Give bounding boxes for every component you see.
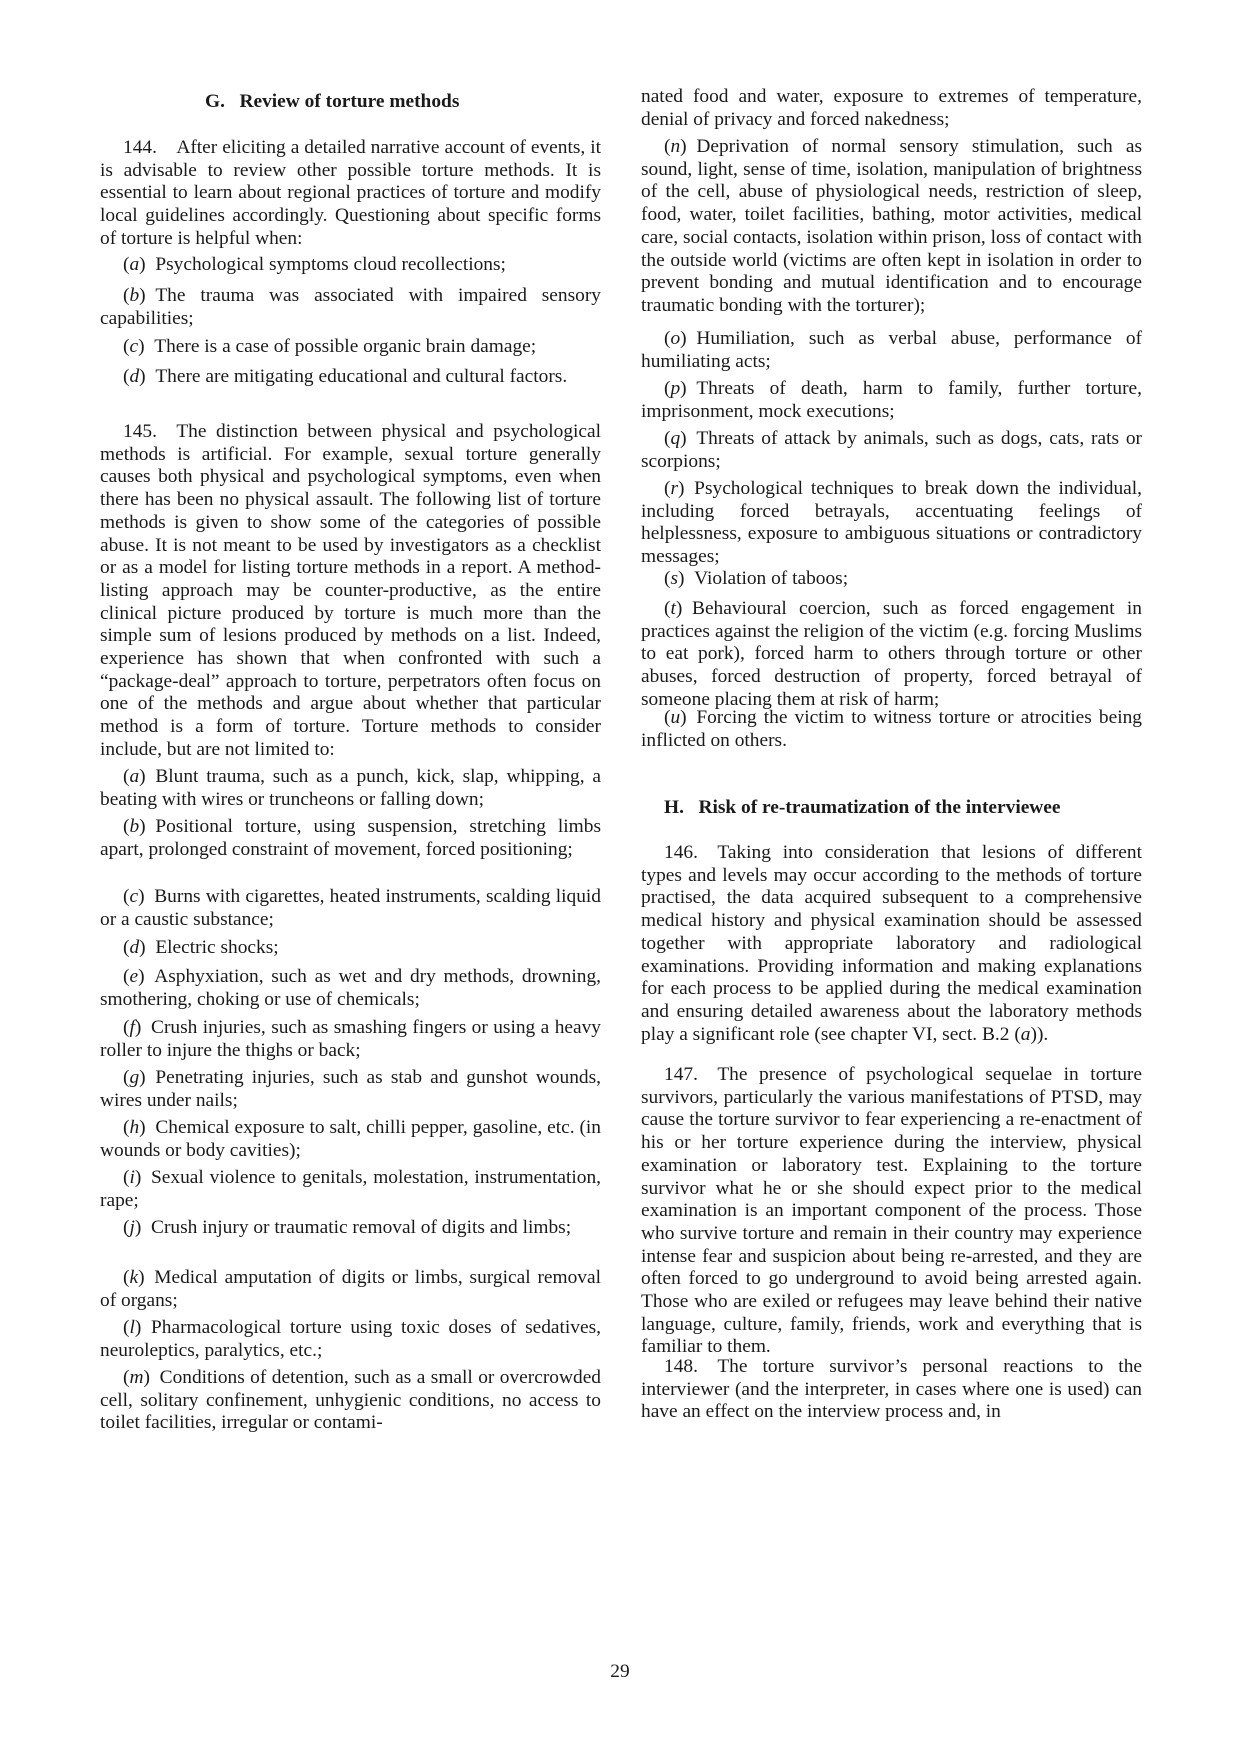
list-item-letter: k [129,1267,139,1288]
list-item-letter: m [129,1367,144,1388]
list-item-text: Threats of attack by animals, such as dogs, cats, rats or scorpions; [641,428,1142,472]
list-item-letter: t [670,598,676,619]
list-item: (b) Positional torture, using suspension, stretching limbs apart, prolonged constraint of movement, forced positioning; [100,816,601,860]
list-item: (q) Threats of attack by animals, such as dogs, cats, rats or scorpions; [641,428,1142,472]
list-item: (a) Blunt trauma, such as a punch, kick, slap, whipping, a beating with wires or truncheons or falling down; [100,766,601,810]
list-item: (r) Psychological techniques to break down the individual, including forced betrayals, accentuating feelings of helplessness, exposure to ambiguous situations or contradictory messages; [641,478,1142,568]
list-item-letter: h [129,1117,140,1138]
list-item: (f) Crush injuries, such as smashing fingers or using a heavy roller to injure the thighs or back; [100,1017,601,1061]
list-item-text: Medical amputation of digits or limbs, surgical removal of organs; [100,1267,601,1311]
list-item: (c) Burns with cigarettes, heated instruments, scalding liquid or a caustic substance; [100,886,601,930]
paragraph-146: 146. Taking into consideration that lesions of different types and levels may occur according to the methods of torture practised, the data acquired subsequent to a comprehensive medical history and physical examination should be assessed together with appropriate laboratory and radiological examinations. Providing information and making explanations for each process to be applied during the medical examination and ensuring detailed awareness about the laboratory methods play a significant role (see chapter VI, sect. B.2 (a)). [641,842,1142,1045]
list-item-letter: j [129,1217,135,1238]
list-item-letter: d [129,366,140,387]
list-item-letter: o [670,328,681,349]
list-item-text: Conditions of detention, such as a small or overcrowded cell, solitary confinement, unhygienic conditions, no access to toilet facilities, irregular or contami- [100,1367,601,1434]
list-item: (j) Crush injury or traumatic removal of digits and limbs; [123,1217,572,1238]
list-item-text: Electric shocks; [155,937,279,958]
list-item-text: Positional torture, using suspension, stretching limbs apart, prolonged constraint of movement, forced positioning; [100,816,601,860]
list-item-text: Behavioural coercion, such as forced engagement in practices against the religion of the victim (e.g. forcing Muslims to eat pork), forced harm to others through torture or other abuses, forced destruction of property, forced betrayal of someone placing them at risk of harm; [641,598,1142,710]
list-item: (d) Electric shocks; [123,937,279,958]
list-item-letter: g [129,1067,140,1088]
list-item: (o) Humiliation, such as verbal abuse, performance of humiliating acts; [641,328,1142,372]
list-item-text: Penetrating injuries, such as stab and gunshot wounds, wires under nails; [100,1067,601,1111]
list-item-text: Psychological techniques to break down the individual, including forced betrayals, accentuating feelings of helplessness, exposure to ambiguous situations or contradictory messages; [641,478,1142,568]
list-item: (d) There are mitigating educational and cultural factors. [123,366,568,387]
list-item-text: There are mitigating educational and cultural factors. [155,366,568,387]
section-letter: H. [664,797,684,818]
list-item-letter: b [129,816,140,837]
list-item-text: Chemical exposure to salt, chilli pepper, gasoline, etc. (in wounds or body cavities); [100,1117,601,1161]
list-item-text: Deprivation of normal sensory stimulation, such as sound, light, sense of time, isolation, manipulation of brightness of the cell, abuse of physiological needs, restriction of sleep, food, water, toilet facilities, bathing, motor activities, medical care, social contacts, isolation within prison, loss of contact with the outside world (victims are often kept in isolation in order to prevent bonding and mutual identification and to encourage traumatic bonding with the torturer); [641,136,1142,316]
list-item: (l) Pharmacological torture using toxic doses of sedatives, neuroleptics, paralytics, etc.; [100,1317,601,1361]
list-item: (p) Threats of death, harm to family, further torture, imprisonment, mock executions; [641,378,1142,422]
list-item-letter: l [129,1317,135,1338]
list-item-text: Psychological symptoms cloud recollections; [155,254,506,275]
list-item-text: Humiliation, such as verbal abuse, performance of humiliating acts; [641,328,1142,372]
list-item-text: The trauma was associated with impaired sensory capabilities; [100,285,601,329]
list-item: (c) There is a case of possible organic brain damage; [123,336,537,357]
list-item: (m) Conditions of detention, such as a small or overcrowded cell, solitary confinement, unhygienic conditions, no access to toilet facilities, irregular or contami- [100,1367,601,1434]
list-item-text: Burns with cigarettes, heated instruments, scalding liquid or a caustic substance; [100,886,601,930]
list-item-text: Threats of death, harm to family, further torture, imprisonment, mock executions; [641,378,1142,422]
section-heading-h [664,796,1061,819]
list-item-text: Sexual violence to genitals, molestation, instrumentation, rape; [100,1167,601,1211]
section-title: Review of torture methods [239,91,460,112]
list-item-m-continued: nated food and water, exposure to extremes of temperature, denial of privacy and forced nakedness; [641,86,1142,130]
list-item-letter: e [129,966,139,987]
list-item: (b) The trauma was associated with impaired sensory capabilities; [100,285,601,329]
list-item-letter: c [129,336,139,357]
list-item-text: Asphyxiation, such as wet and dry methods, drowning, smothering, choking or use of chemicals; [100,966,601,1010]
list-item: (s) Violation of taboos; [664,568,849,589]
list-item-letter: i [129,1167,135,1188]
list-item-letter: d [129,937,140,958]
paragraph-145: 145. The distinction between physical and psychological methods is artificial. For example, sexual torture generally causes both physical and psychological symptoms, even when there has been no physical assault. The following list of torture methods is given to show some of the categories of possible abuse. It is not meant to be used by investigators as a checklist or as a model for listing torture methods in a report. A method-listing approach may be counter-productive, as the entire clinical picture produced by torture is much more than the simple sum of lesions produced by methods on a list. Indeed, experience has shown that when confronted with such a “package-deal” approach to torture, perpetrators often focus on one of the methods and argue about whether that particular method is a form of torture. Torture methods to consider include, but are not limited to: [100,421,601,760]
list-item-letter: s [670,568,679,589]
list-item-letter: b [129,285,140,306]
paragraph-147: 147. The presence of psychological sequelae in torture survivors, particularly the various manifestations of PTSD, may cause the torture survivor to fear experiencing a re-enactment of his or her torture experience during the interview, physical examination or laboratory test. Explaining to the torture survivor what he or she should expect prior to the medical examination is an important component of the process. Those who survive torture and remain in their country may experience intense fear and suspicion about being re-arrested, and they are often forced to go underground to avoid being arrested again. Those who are exiled or refugees may leave behind their native language, culture, family, friends, work and everything that is familiar to them. [641,1064,1142,1358]
list-item-letter: a [129,254,140,275]
list-item: (h) Chemical exposure to salt, chilli pepper, gasoline, etc. (in wounds or body cavities); [100,1117,601,1161]
list-item: (i) Sexual violence to genitals, molestation, instrumentation, rape; [100,1167,601,1211]
list-item-letter: q [670,428,681,449]
list-item-letter: a [129,766,140,787]
paragraph-148: 148. The torture survivor’s personal reactions to the interviewer (and the interpreter, in cases where one is used) can have an effect on the interview process and, in [641,1356,1142,1423]
section-letter: G. [205,91,225,112]
section-title: Risk of re-traumatization of the interviewee [698,797,1061,818]
list-item-text: Violation of taboos; [694,568,849,589]
list-item: (n) Deprivation of normal sensory stimulation, such as sound, light, sense of time, isolation, manipulation of brightness of the cell, abuse of physiological needs, restriction of sleep, food, water, toilet facilities, bathing, motor activities, medical care, social contacts, isolation within prison, loss of contact with the outside world (victims are often kept in isolation in order to prevent bonding and mutual identification and to encourage traumatic bonding with the torturer); [641,136,1142,316]
list-item-letter: u [670,707,681,728]
list-item: (e) Asphyxiation, such as wet and dry methods, drowning, smothering, choking or use of chemicals; [100,966,601,1010]
list-item-text: Crush injuries, such as smashing fingers or using a heavy roller to injure the thighs or back; [100,1017,601,1061]
list-item-text: Crush injury or traumatic removal of digits and limbs; [151,1217,572,1238]
paragraph-144: 144. After eliciting a detailed narrative account of events, it is advisable to review other possible torture methods. It is essential to learn about regional practices of torture and modify local guidelines accordingly. Questioning about specific forms of torture is helpful when: [100,137,601,249]
list-item-letter: r [670,478,679,499]
list-item-letter: p [670,378,681,399]
list-item-text: There is a case of possible organic brain damage; [154,336,537,357]
list-item-text: Forcing the victim to witness torture or atrocities being inflicted on others. [641,707,1142,751]
list-item-text: Pharmacological torture using toxic doses of sedatives, neuroleptics, paralytics, etc.; [100,1317,601,1361]
list-item: (g) Penetrating injuries, such as stab and gunshot wounds, wires under nails; [100,1067,601,1111]
list-item-text: Blunt trauma, such as a punch, kick, slap, whipping, a beating with wires or truncheons or falling down; [100,766,601,810]
list-item: (u) Forcing the victim to witness torture or atrocities being inflicted on others. [641,707,1142,751]
list-item: (t) Behavioural coercion, such as forced engagement in practices against the religion of the victim (e.g. forcing Muslims to eat pork), forced harm to others through torture or other abuses, forced destruction of property, forced betrayal of someone placing them at risk of harm; [641,598,1142,710]
list-item: (k) Medical amputation of digits or limbs, surgical removal of organs; [100,1267,601,1311]
list-item: (a) Psychological symptoms cloud recollections; [123,254,506,275]
list-item-letter: f [129,1017,135,1038]
page-number: 29 [610,1661,630,1682]
list-item-letter: c [129,886,139,907]
section-heading-g [205,90,459,113]
list-item-letter: n [670,136,681,157]
